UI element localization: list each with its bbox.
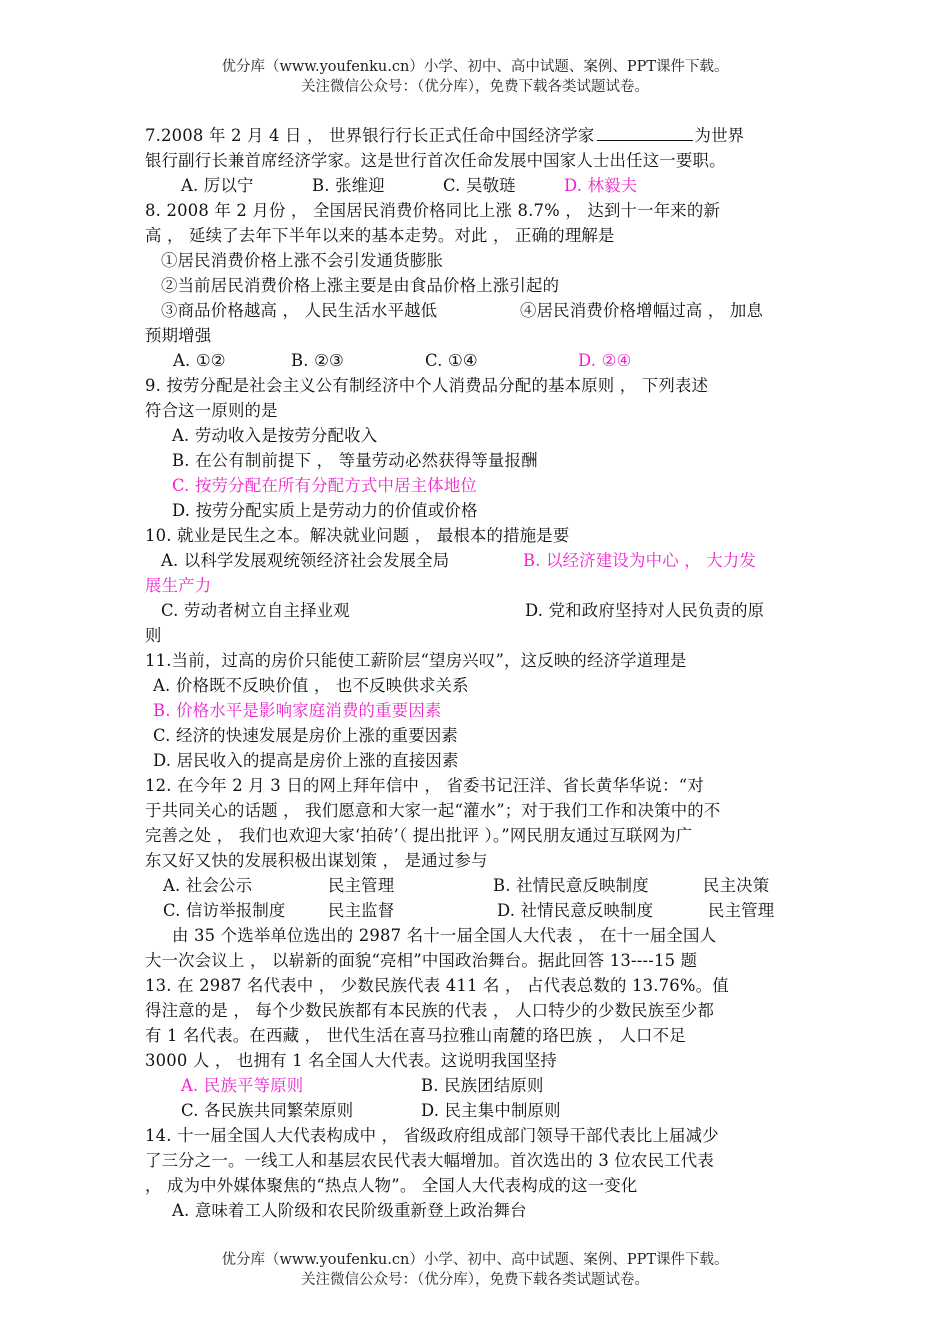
q7-option-b: B. 张维迎 (312, 176, 385, 195)
q9-stem-line-1: 9. 按劳分配是社会主义公有制经济中个人消费品分配的基本原则 ， 下列表述 (145, 376, 709, 395)
q8-item-2: ②当前居民消费价格上涨主要是由食品价格上涨引起的 (161, 276, 560, 295)
q8-option-b: B. ②③ (291, 351, 344, 370)
q7-option-c: C. 吴敬琏 (443, 176, 516, 195)
q10-option-d: D. 党和政府坚持对人民负责的原 (525, 601, 765, 620)
q8-option-c: C. ①④ (425, 351, 478, 370)
q9-stem-line-2: 符合这一原则的是 (145, 401, 278, 420)
q11-option-c: C. 经济的快速发展是房价上涨的重要因素 (153, 726, 459, 745)
q13-stem-line-1: 13. 在 2987 名代表中 ， 少数民族代表 411 名 ， 占代表总数的 13.76%。值 (145, 976, 729, 995)
q8-item-4-cont: 预期增强 (145, 326, 212, 345)
q13-option-c: C. 各民族共同繁荣原则 (181, 1101, 354, 1120)
q8-item-1: ①居民消费价格上涨不会引发通货膨胀 (161, 251, 444, 270)
q7-stem-line-1 (145, 124, 810, 148)
q7-option-d-answer: D. 林毅夫 (564, 176, 638, 195)
q11-option-d: D. 居民收入的提高是房价上涨的直接因素 (153, 751, 459, 770)
q9-option-d: D. 按劳分配实质上是劳动力的价值或价格 (172, 501, 478, 520)
q10-option-b-cont: 展生产力 (145, 576, 212, 595)
q7-option-a: A. 厉以宁 (181, 176, 254, 195)
q8-item-4: ④居民消费价格增幅过高 ， 加息 (520, 301, 764, 320)
q14-stem-line-1: 14. 十一届全国人大代表构成中 ， 省级政府组成部门领导干部代表比上届减少 (145, 1126, 719, 1145)
footer-line-2: 关注微信公众号：（优分库），免费下载各类试题试卷。 (301, 1272, 649, 1288)
q13-option-a-answer: A. 民族平等原则 (181, 1076, 304, 1095)
q8-stem-line-2: 高 ， 延续了去年下半年以来的基本走势。对此 ， 正确的理解是 (145, 226, 615, 245)
q12-option-d: D. 社情民意反映制度 (497, 901, 654, 920)
q14-stem-line-2: 了三分之一。一线工人和基层农民代表大幅增加。首次选出的 3 位农民工代表 (145, 1151, 714, 1170)
header-line-2: 关注微信公众号：（优分库），免费下载各类试题试卷。 (301, 79, 649, 95)
q12-stem-line-1: 12. 在今年 2 月 3 日的网上拜年信中 ， 省委书记汪洋、省长黄华华说：“对 (145, 776, 704, 795)
intro-line-1: 由 35 个选举单位选出的 2987 名十一届全国人大代表 ， 在十一届全国人 (172, 926, 717, 945)
q10-stem: 10. 就业是民生之本。解决就业问题 ， 最根本的措施是要 (145, 526, 570, 545)
q11-option-b-answer: B. 价格水平是影响家庭消费的重要因素 (153, 701, 442, 720)
q10-option-d-cont: 则 (145, 626, 162, 645)
footer-line-1: 优分库（www.youfenku.cn）小学、初中、高中试题、案例、PPT课件下载。 (221, 1252, 729, 1268)
q8-option-d-answer: D. ②④ (578, 351, 632, 370)
q11-option-a: A. 价格既不反映价值 ， 也不反映供求关系 (153, 676, 469, 695)
q13-stem-line-2: 得注意的是 ， 每个少数民族都有本民族的代表 ， 人口特少的少数民族至少都 (145, 1001, 715, 1020)
q8-option-a: A. ①② (173, 351, 226, 370)
q12-stem-line-3: 完善之处 ， 我们也欢迎大家‘拍砖’（ 提出批评 ）。”网民朋友通过互联网为广 (145, 826, 693, 845)
q12-option-b-2: 民主决策 (703, 876, 770, 895)
q12-option-c-2: 民主监督 (328, 901, 395, 920)
q10-option-b-answer: B. 以经济建设为中心 ， 大力发 (523, 551, 756, 570)
q13-option-d: D. 民主集中制原则 (421, 1101, 561, 1120)
q9-option-c-answer: C. 按劳分配在所有分配方式中居主体地位 (172, 476, 478, 495)
q8-item-3: ③商品价格越高 ， 人民生活水平越低 (161, 301, 438, 320)
q12-option-a-2: 民主管理 (328, 876, 395, 895)
q13-stem-line-3: 有 1 名代表。在西藏 ， 世代生活在喜马拉雅山南麓的珞巴族 ， 人口不足 (145, 1026, 686, 1045)
q12-stem-line-2: 于共同关心的话题 ， 我们愿意和大家一起“灌水”；对于我们工作和决策中的不 (145, 801, 721, 820)
q7-stem-line-2: 银行副行长兼首席经济学家。这是世行首次任命发展中国家人士出任这一要职。 (145, 151, 726, 170)
q14-option-a: A. 意味着工人阶级和农民阶级重新登上政治舞台 (172, 1201, 527, 1220)
q10-option-a: A. 以科学发展观统领经济社会发展全局 (161, 551, 450, 570)
q10-option-c: C. 劳动者树立自主择业观 (161, 601, 350, 620)
q9-option-b: B. 在公有制前提下 ， 等量劳动必然获得等量报酬 (172, 451, 538, 470)
header-line-1: 优分库（www.youfenku.cn）小学、初中、高中试题、案例、PPT课件下载。 (221, 59, 729, 75)
q13-stem-line-4: 3000 人 ， 也拥有 1 名全国人大代表。这说明我国坚持 (145, 1051, 558, 1070)
q12-option-b: B. 社情民意反映制度 (493, 876, 649, 895)
page-header (0, 57, 950, 97)
q8-stem-line-1: 8. 2008 年 2 月份 ， 全国居民消费价格同比上涨 8.7% ， 达到十一年来的新 (145, 201, 721, 220)
q9-option-a: A. 劳动收入是按劳分配收入 (172, 426, 378, 445)
q12-stem-line-4: 东又好又快的发展积极出谋划策 ， 是通过参与 (145, 851, 488, 870)
q14-stem-line-3: ， 成为中外媒体聚焦的“热点人物”。 全国人大代表构成的这一变化 (145, 1176, 638, 1195)
q7-answer-blank (597, 124, 693, 141)
q7-stem-a: 7.2008 年 2 月 4 日 ， 世界银行行长正式任命中国经济学家 (145, 126, 595, 145)
q12-option-a: A. 社会公示 (163, 876, 253, 895)
intro-line-2: 大一次会议上 ， 以崭新的面貌“亮相”中国政治舞台。据此回答 13----15 题 (145, 951, 698, 970)
q13-option-b: B. 民族团结原则 (421, 1076, 544, 1095)
q12-option-c: C. 信访举报制度 (163, 901, 286, 920)
page-footer (0, 1250, 950, 1290)
q7-stem-b: 为世界 (694, 126, 745, 145)
q11-stem: 11.当前，过高的房价只能使工薪阶层“望房兴叹”，这反映的经济学道理是 (145, 651, 687, 670)
q12-option-d-2: 民主管理 (708, 901, 775, 920)
